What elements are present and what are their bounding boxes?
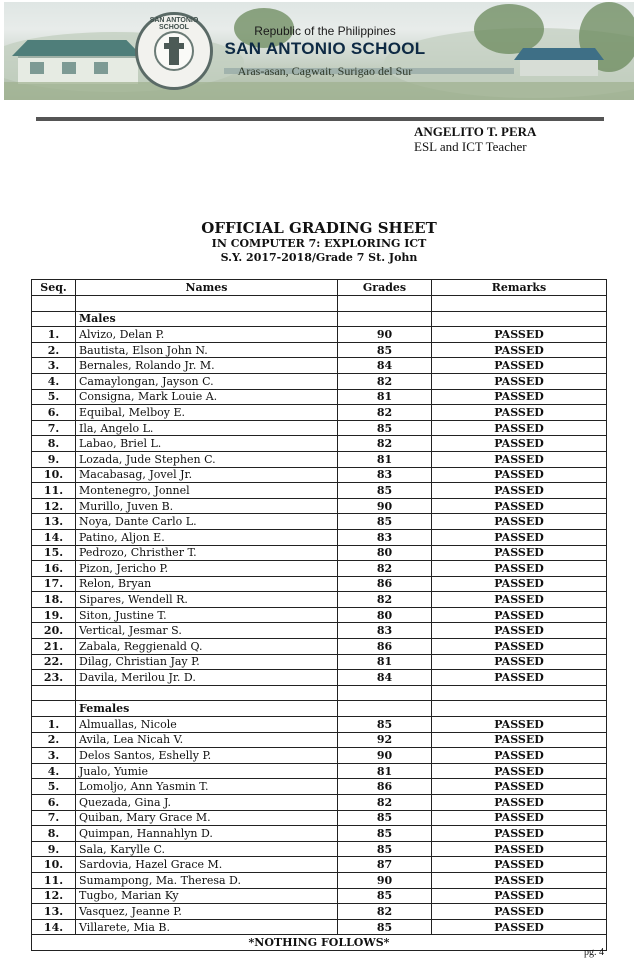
student-grade: 82 <box>338 904 432 920</box>
table-row <box>32 748 607 764</box>
table-row <box>32 545 607 561</box>
student-name: Pedrozo, Christher T. <box>76 545 338 561</box>
student-name: Pizon, Jericho P. <box>76 561 338 577</box>
student-grade: 85 <box>338 483 432 499</box>
student-seq: 7. <box>32 420 76 436</box>
student-name: Consigna, Mark Louie A. <box>76 389 338 405</box>
table-row <box>32 919 607 935</box>
column-header-grades: Grades <box>338 280 432 296</box>
teacher-role: ESL and ICT Teacher <box>414 139 527 154</box>
student-grade: 81 <box>338 451 432 467</box>
nothing-follows-note: *NOTHING FOLLOWS* <box>32 935 607 951</box>
header-divider <box>36 117 604 121</box>
student-name: Dilag, Christian Jay P. <box>76 654 338 670</box>
student-seq: 13. <box>32 514 76 530</box>
student-name: Quiban, Mary Grace M. <box>76 810 338 826</box>
student-seq: 2. <box>32 732 76 748</box>
student-grade: 86 <box>338 779 432 795</box>
student-seq: 3. <box>32 358 76 374</box>
student-seq: 4. <box>32 763 76 779</box>
student-seq: 1. <box>32 327 76 343</box>
table-row <box>32 670 607 686</box>
table-row <box>32 654 607 670</box>
table-row <box>32 639 607 655</box>
student-grade: 80 <box>338 545 432 561</box>
student-name: Tugbo, Marian Ky <box>76 888 338 904</box>
student-seq: 5. <box>32 779 76 795</box>
page-number: pg. 4 <box>584 947 604 958</box>
student-name: Ila, Angelo L. <box>76 420 338 436</box>
table-row <box>32 514 607 530</box>
student-seq: 19. <box>32 607 76 623</box>
student-grade: 90 <box>338 872 432 888</box>
student-grade: 85 <box>338 810 432 826</box>
footer-row <box>32 935 607 951</box>
student-grade: 81 <box>338 763 432 779</box>
table-row <box>32 327 607 343</box>
student-remark: PASSED <box>432 607 607 623</box>
student-seq: 9. <box>32 841 76 857</box>
student-name: Siton, Justine T. <box>76 607 338 623</box>
student-name: Bernales, Rolando Jr. M. <box>76 358 338 374</box>
table-row <box>32 576 607 592</box>
student-remark: PASSED <box>432 576 607 592</box>
student-seq: 6. <box>32 795 76 811</box>
student-remark: PASSED <box>432 592 607 608</box>
table-row <box>32 405 607 421</box>
student-remark: PASSED <box>432 514 607 530</box>
student-remark: PASSED <box>432 405 607 421</box>
section-row-females <box>32 701 607 717</box>
student-remark: PASSED <box>432 498 607 514</box>
school-building-roof <box>12 40 142 56</box>
student-grade: 80 <box>338 607 432 623</box>
student-seq: 18. <box>32 592 76 608</box>
student-remark: PASSED <box>432 670 607 686</box>
student-name: Equibal, Melboy E. <box>76 405 338 421</box>
spacer-row <box>32 685 607 701</box>
student-name: Sala, Karylle C. <box>76 841 338 857</box>
column-header-seq: Seq. <box>32 280 76 296</box>
spacer-row <box>32 296 607 312</box>
student-grade: 82 <box>338 436 432 452</box>
table-row <box>32 795 607 811</box>
student-grade: 82 <box>338 405 432 421</box>
table-row <box>32 717 607 733</box>
student-name: Quimpan, Hannahlyn D. <box>76 826 338 842</box>
student-remark: PASSED <box>432 810 607 826</box>
sheet-title: OFFICIAL GRADING SHEET <box>201 219 437 237</box>
school-address: Aras-asan, Cagwait, Surigao del Sur <box>237 64 413 78</box>
student-seq: 1. <box>32 717 76 733</box>
student-name: Sardovia, Hazel Grace M. <box>76 857 338 873</box>
student-grade: 90 <box>338 327 432 343</box>
student-seq: 5. <box>32 389 76 405</box>
table-row <box>32 592 607 608</box>
teacher-name: ANGELITO T. PERA <box>414 124 537 139</box>
student-seq: 14. <box>32 529 76 545</box>
student-remark: PASSED <box>432 342 607 358</box>
student-grade: 85 <box>338 420 432 436</box>
table-row <box>32 888 607 904</box>
student-name: Labao, Briel L. <box>76 436 338 452</box>
table-row <box>32 607 607 623</box>
column-header-remarks: Remarks <box>432 280 607 296</box>
student-name: Zabala, Reggienald Q. <box>76 639 338 655</box>
table-row <box>32 389 607 405</box>
student-grade: 83 <box>338 623 432 639</box>
student-grade: 90 <box>338 748 432 764</box>
student-name: Vasquez, Jeanne P. <box>76 904 338 920</box>
student-remark: PASSED <box>432 529 607 545</box>
student-seq: 7. <box>32 810 76 826</box>
tree-image <box>474 4 544 54</box>
student-grade: 82 <box>338 592 432 608</box>
student-seq: 20. <box>32 623 76 639</box>
student-grade: 82 <box>338 795 432 811</box>
student-name: Sumampong, Ma. Theresa D. <box>76 872 338 888</box>
student-name: Noya, Dante Carlo L. <box>76 514 338 530</box>
student-seq: 23. <box>32 670 76 686</box>
table-row <box>32 373 607 389</box>
student-name: Murillo, Juven B. <box>76 498 338 514</box>
student-seq: 8. <box>32 436 76 452</box>
table-row <box>32 732 607 748</box>
student-grade: 82 <box>338 373 432 389</box>
student-seq: 22. <box>32 654 76 670</box>
student-seq: 16. <box>32 561 76 577</box>
student-remark: PASSED <box>432 919 607 935</box>
student-grade: 86 <box>338 576 432 592</box>
student-remark: PASSED <box>432 389 607 405</box>
student-name: Jualo, Yumie <box>76 763 338 779</box>
table-row <box>32 483 607 499</box>
student-remark: PASSED <box>432 373 607 389</box>
student-grade: 85 <box>338 841 432 857</box>
student-remark: PASSED <box>432 467 607 483</box>
student-seq: 12. <box>32 498 76 514</box>
section-label-males: Males <box>76 311 338 327</box>
student-seq: 13. <box>32 904 76 920</box>
student-remark: PASSED <box>432 763 607 779</box>
ground-image <box>4 82 634 100</box>
student-remark: PASSED <box>432 857 607 873</box>
student-remark: PASSED <box>432 748 607 764</box>
student-remark: PASSED <box>432 483 607 499</box>
table-row <box>32 841 607 857</box>
student-seq: 10. <box>32 467 76 483</box>
student-name: Delos Santos, Eshelly P. <box>76 748 338 764</box>
student-remark: PASSED <box>432 872 607 888</box>
student-grade: 92 <box>338 732 432 748</box>
republic-label: Republic of the Philippines <box>254 24 396 38</box>
building-window <box>30 62 44 74</box>
building-window <box>62 62 76 74</box>
student-remark: PASSED <box>432 420 607 436</box>
student-remark: PASSED <box>432 654 607 670</box>
subject-title: IN COMPUTER 7: EXPLORING ICT <box>211 237 427 250</box>
student-grade: 85 <box>338 888 432 904</box>
column-header-names: Names <box>76 280 338 296</box>
school-year-title: S.Y. 2017-2018/Grade 7 St. John <box>220 251 418 264</box>
student-grade: 90 <box>338 498 432 514</box>
student-name: Avila, Lea Nicah V. <box>76 732 338 748</box>
table-row <box>32 763 607 779</box>
student-name: Patino, Aljon E. <box>76 529 338 545</box>
student-name: Villarete, Mia B. <box>76 919 338 935</box>
student-name: Lozada, Jude Stephen C. <box>76 451 338 467</box>
student-seq: 15. <box>32 545 76 561</box>
student-remark: PASSED <box>432 451 607 467</box>
student-grade: 85 <box>338 514 432 530</box>
student-name: Alvizo, Delan P. <box>76 327 338 343</box>
student-seq: 12. <box>32 888 76 904</box>
student-name: Sipares, Wendell R. <box>76 592 338 608</box>
student-remark: PASSED <box>432 561 607 577</box>
student-name: Bautista, Elson John N. <box>76 342 338 358</box>
section-label-females: Females <box>76 701 338 717</box>
student-name: Macabasag, Jovel Jr. <box>76 467 338 483</box>
section-row-males <box>32 311 607 327</box>
student-grade: 83 <box>338 467 432 483</box>
student-remark: PASSED <box>432 888 607 904</box>
student-remark: PASSED <box>432 841 607 857</box>
cross-icon-bar <box>164 43 184 49</box>
shed-roof <box>514 48 604 60</box>
student-grade: 87 <box>338 857 432 873</box>
student-seq: 8. <box>32 826 76 842</box>
grading-table <box>31 279 607 951</box>
student-remark: PASSED <box>432 623 607 639</box>
student-name: Relon, Bryan <box>76 576 338 592</box>
student-seq: 9. <box>32 451 76 467</box>
student-seq: 21. <box>32 639 76 655</box>
table-row <box>32 436 607 452</box>
table-row <box>32 467 607 483</box>
student-seq: 2. <box>32 342 76 358</box>
table-row <box>32 826 607 842</box>
building-window <box>94 62 108 74</box>
student-remark: PASSED <box>432 779 607 795</box>
student-seq: 3. <box>32 748 76 764</box>
student-name: Almuallas, Nicole <box>76 717 338 733</box>
table-row <box>32 872 607 888</box>
table-row <box>32 529 607 545</box>
table-header-row <box>32 280 607 296</box>
student-grade: 82 <box>338 561 432 577</box>
student-grade: 86 <box>338 639 432 655</box>
school-seal-logo <box>135 12 213 90</box>
student-grade: 83 <box>338 529 432 545</box>
table-body <box>32 296 607 951</box>
student-seq: 4. <box>32 373 76 389</box>
table-row <box>32 623 607 639</box>
student-name: Quezada, Gina J. <box>76 795 338 811</box>
student-name: Davila, Merilou Jr. D. <box>76 670 338 686</box>
table-row <box>32 857 607 873</box>
table-row <box>32 561 607 577</box>
student-grade: 85 <box>338 342 432 358</box>
student-grade: 81 <box>338 654 432 670</box>
student-remark: PASSED <box>432 436 607 452</box>
table-row <box>32 810 607 826</box>
student-remark: PASSED <box>432 795 607 811</box>
table-row <box>32 904 607 920</box>
table-row <box>32 498 607 514</box>
student-grade: 85 <box>338 919 432 935</box>
student-remark: PASSED <box>432 732 607 748</box>
table-row <box>32 342 607 358</box>
table-row <box>32 779 607 795</box>
cross-icon <box>169 37 179 65</box>
student-seq: 11. <box>32 483 76 499</box>
student-name: Camaylongan, Jayson C. <box>76 373 338 389</box>
student-remark: PASSED <box>432 904 607 920</box>
shed-building <box>520 60 598 76</box>
student-name: Montenegro, Jonnel <box>76 483 338 499</box>
school-name: SAN ANTONIO SCHOOL <box>224 39 426 58</box>
student-seq: 10. <box>32 857 76 873</box>
student-remark: PASSED <box>432 327 607 343</box>
student-grade: 81 <box>338 389 432 405</box>
student-remark: PASSED <box>432 545 607 561</box>
table-row <box>32 358 607 374</box>
student-grade: 85 <box>338 826 432 842</box>
student-remark: PASSED <box>432 717 607 733</box>
student-seq: 6. <box>32 405 76 421</box>
student-seq: 17. <box>32 576 76 592</box>
table-row <box>32 451 607 467</box>
student-grade: 84 <box>338 670 432 686</box>
student-remark: PASSED <box>432 358 607 374</box>
student-name: Vertical, Jesmar S. <box>76 623 338 639</box>
student-remark: PASSED <box>432 639 607 655</box>
table-row <box>32 420 607 436</box>
student-grade: 85 <box>338 717 432 733</box>
student-seq: 14. <box>32 919 76 935</box>
student-seq: 11. <box>32 872 76 888</box>
student-grade: 84 <box>338 358 432 374</box>
student-remark: PASSED <box>432 826 607 842</box>
seal-lettering: SAN ANTONIO SCHOOL <box>149 17 199 31</box>
student-name: Lomoljo, Ann Yasmin T. <box>76 779 338 795</box>
